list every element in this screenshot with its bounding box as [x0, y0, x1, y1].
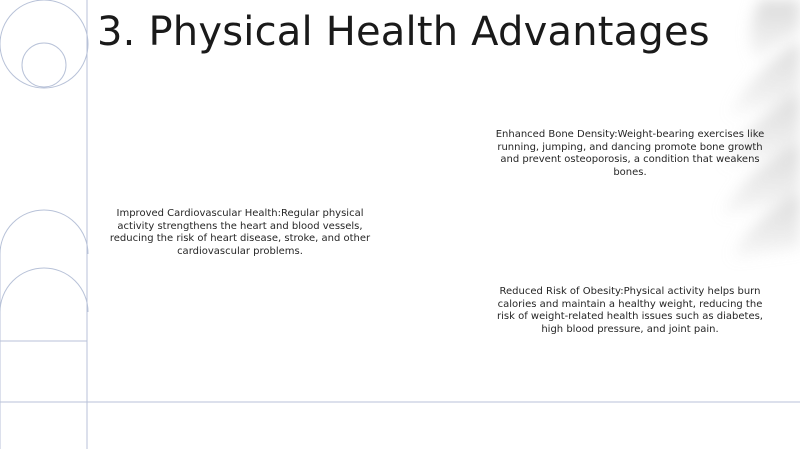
point-obesity-risk [488, 286, 772, 336]
slide-title: 3. Physical Health Advantages [97, 9, 710, 55]
upper-arch-outline-icon [0, 210, 88, 254]
point-cardiovascular-health [97, 208, 383, 258]
large-circle-outline-icon [0, 0, 88, 88]
lower-arch-outline-icon [0, 268, 88, 312]
point-heading: Improved Cardiovascular Health: [116, 208, 281, 219]
point-text: Weight-bearing exercises like running, jumping, and dancing promote bone growth and prevent osteoporosis, a condition that weakens bones. [497, 129, 765, 178]
point-text: Regular physical activity strengthens the heart and blood vessels, reducing the risk of heart disease, stroke, and other cardiovascular problems. [109, 208, 371, 257]
point-heading: Reduced Risk of Obesity: [499, 286, 624, 297]
point-text: Physical activity helps burn calories and maintain a healthy weight, reducing the risk of weight-related health issues such as diabetes, high blood pressure, and joint pain. [497, 286, 763, 335]
point-heading: Enhanced Bone Density: [495, 129, 618, 140]
point-bone-density [491, 129, 769, 179]
small-circle-outline-icon [22, 43, 66, 87]
